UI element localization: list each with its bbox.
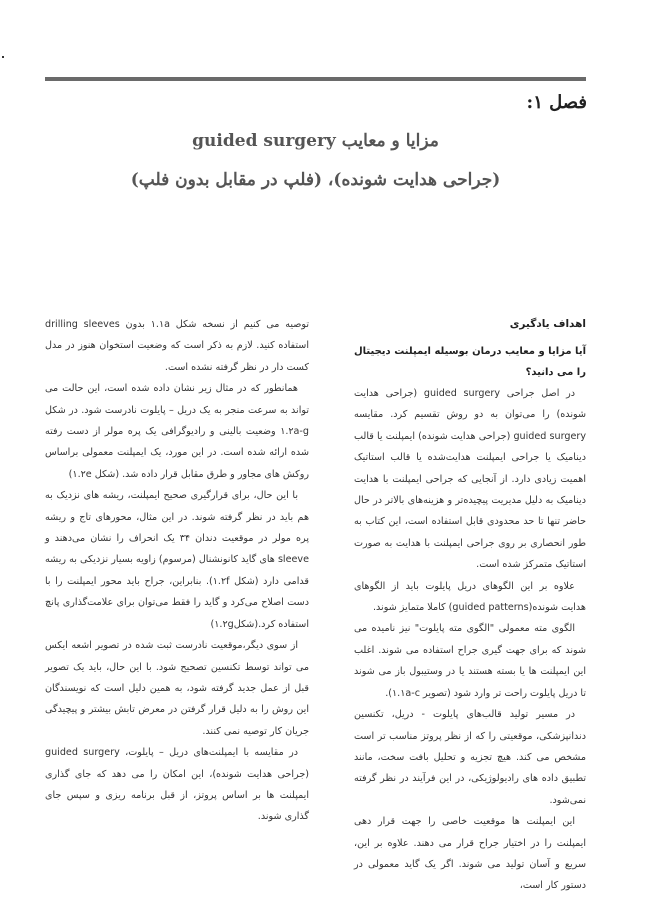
right-column — [354, 314, 586, 897]
paragraph: با این حال، برای قرارگیری صحیح ایمپلنت، ریشه های نزدیک به هم باید در نظر گرفته شوند. در این مثال، محورهای تاج و ریشه پره مولر در موقعیت دندان ۳۴ یک انحراف را نشان می‌دهند و sleeve های گاید کانونشنال (مرسوم) زاویه بسیار نزدیکی به ریشه قدامی دارد (شکل ۱.۲f). بنابراین، جراح باید محور ایمپلنت را با دست اصلاح می‌کرد و گاید را فقط می‌توان برای علامت‌گذاری پانچ استفاده کرد.(شکل۱.۲g) — [45, 490, 309, 630]
header-rule — [45, 77, 586, 81]
paragraph: علاوه بر این الگوهای دریل پایلوت باید از الگوهای هدایت شونده(guided patterns) کاملا متمایز شوند. — [354, 580, 586, 614]
paragraph: از سوی دیگر،موقعیت نادرست ثبت شده در تصویر اشعه ایکس می تواند توسط تکنسین تصحیح شود. با این حال، باید یک تصویر قبل از عمل جدید گرفته شود، به همین دلیل است که نویسندگان این روش را به دلیل قرار گرفتن در معرض تابش بیشتر و پیچیدگی جریان کار توصیه نمی کنند. — [45, 640, 309, 737]
left-column — [45, 314, 309, 828]
chapter-label: فصل ۱: — [526, 92, 587, 113]
stray-dot — [2, 56, 4, 58]
objective-question: آیا مزایا و معایب درمان بوسیله ایمپلنت دیجیتال را می دانید؟ — [354, 346, 586, 378]
paragraph: در اصل جراحی guided surgery (جراحی هدایت شونده) را می‌توان به دو روش تقسیم کرد. مقایسه guided surgery (جراحی هدایت شونده) ایمپلنت یا قالب دینامیک یا جراحی ایمپلنت هدایت‌شده یا قالب استاتیک اهمیت زیادی دارد. از آنجایی که جراحی ایمپلنت با هدایت دینامیک به دلیل مدیریت پیچیده‌تر و هزینه‌های بالاتر در حال حاضر تنها تا حد محدودی قابل استفاده است، این کتاب به طور انحصاری بر روی جراحی ایمپلنت با هدایت به صورت استاتیک متمرکز شده است. — [354, 388, 586, 571]
chapter-title-line2: (جراحی هدایت شونده)، (فلپ در مقابل بدون فلپ) — [130, 170, 501, 190]
paragraph: همانطور که در مثال زیر نشان داده شده است، این حالت می تواند به سرعت منجر به یک دریل – پایلوت نادرست شود. در شکل ۱.۲a-g وضعیت بالینی و رادیوگرافی یک پره مولر از دست رفته شده ارائه شده است. در این مورد، یک ایمپلنت معمولی براساس روکش های مجاور و طرق مقابل قرار داده شد. (شکل ۱.۲e) — [45, 383, 309, 480]
learning-objectives-heading: اهداف یادگیری — [509, 318, 586, 330]
paragraph: در مقایسه با ایمپلنت‌های دریل – پایلوت، guided surgery (جراحی هدایت شونده)، این امکان را می دهد که جای گذاری ایمپلنت ها بر اساس پروتز، از قبل برنامه ریزی و سپس جای گذاری شوند. — [45, 747, 309, 823]
paragraph: در مسیر تولید قالب‌های پایلوت - دریل، تکنسین دندانپزشکی، موقعیتی را که از نظر پروتز مناسب تر است مشخص می کند. هیچ تجزیه و تحلیل بافت سخت، مانند تطبیق داده های رادیولوژیکی، در این فرآیند در نظر گرفته نمی‌شود. — [354, 709, 586, 806]
paragraph: توصیه می کنیم از نسخه شکل ۱.۱a بدون drilling sleeves استفاده کنید. لازم به ذکر است که وضعیت استخوان هنوز در مدل کست دار در نظر گرفته نشده است. — [45, 319, 310, 373]
chapter-title-line1: مزایا و معایب guided surgery — [192, 131, 439, 151]
paragraph: این ایمپلنت ها موقعیت خاصی را جهت قرار دهی ایمپلنت را در اختیار جراح قرار می دهند. علاوه بر این، سریع و آسان تولید می شوند. اگر یک گاید معمولی در دستور کار است، — [354, 816, 586, 892]
paragraph: الگوی مته معمولی "الگوی مته پایلوت" نیز نامیده می شوند که برای جهت گیری جراح استفاده می شوند. اغلب این ایمپلنت ها یا بسته هستند یا در وستیبول باز می شوند تا دریل پایلوت راحت تر وارد شود (تصویر ۱.۱a-c). — [354, 623, 586, 699]
